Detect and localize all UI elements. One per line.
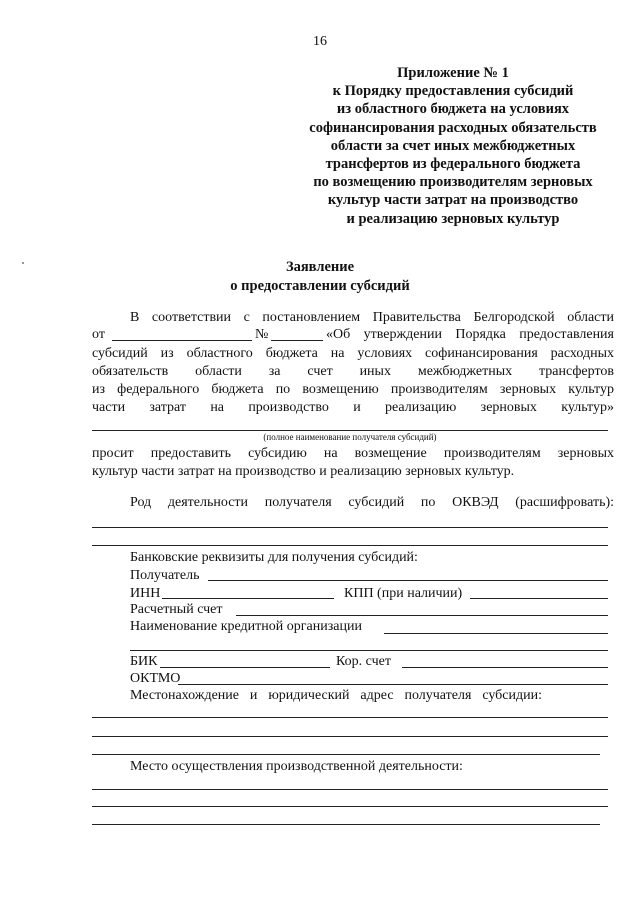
address-label: Местонахождение и юридический адрес получателя субсидии: xyxy=(130,688,542,703)
intro-line-4: обязательств области за счет иных межбюджетных трансфертов xyxy=(92,364,614,379)
bank-extra-field[interactable] xyxy=(130,650,608,651)
corr-account-field[interactable] xyxy=(402,667,608,668)
appendix-line: области за счет иных межбюджетных xyxy=(330,137,576,154)
okved-field-2[interactable] xyxy=(92,545,608,546)
production-place-field-1[interactable] xyxy=(92,789,608,790)
intro-line-6: части затрат на производство и реализацию зерновых культур» xyxy=(92,400,614,415)
recipient-caption: (полное наименование получателя субсидий) xyxy=(263,432,437,442)
appendix-header xyxy=(290,64,616,228)
appendix-line: и реализацию зерновых культур xyxy=(346,210,560,227)
appendix-line: трансфертов из федерального бюджета xyxy=(325,156,581,173)
intro-line-1: В соответствии с постановлением Правительства Белгородской области xyxy=(130,310,614,325)
kpp-field[interactable] xyxy=(470,598,608,599)
appendix-line: из областного бюджета на условиях xyxy=(336,101,570,118)
appendix-line: к Порядку предоставления субсидий xyxy=(332,83,574,100)
oktmo-field[interactable] xyxy=(178,684,608,685)
appendix-line: по возмещению производителям зерновых xyxy=(313,174,593,191)
account-label: Расчетный счет xyxy=(130,602,223,617)
bank-recipient-label: Получатель xyxy=(130,568,200,583)
bank-heading: Банковские реквизиты для получения субсидий: xyxy=(130,550,418,565)
account-field[interactable] xyxy=(236,615,608,616)
title-line-1: Заявление xyxy=(285,259,355,275)
page-number: 16 xyxy=(313,34,327,49)
production-place-field-3[interactable] xyxy=(92,824,600,825)
document-title xyxy=(0,258,640,296)
bank-name-label: Наименование кредитной организации xyxy=(130,619,362,634)
intro-line-5: из федерального бюджета по возмещению производителям зерновых культур xyxy=(92,382,614,397)
bank-recipient-field[interactable] xyxy=(208,580,608,581)
title-line-2: о предоставлении субсидий xyxy=(230,278,410,294)
corr-account-label: Кор. счет xyxy=(336,654,391,669)
decree-number-sign: № xyxy=(255,327,269,342)
decree-date-field[interactable] xyxy=(112,340,252,341)
address-field-2[interactable] xyxy=(92,736,608,737)
kpp-label: КПП (при наличии) xyxy=(344,586,463,601)
bik-label: БИК xyxy=(130,654,158,669)
appendix-line: софинансирования расходных обязательств xyxy=(309,119,597,136)
intro-line-2: «Об утверждении Порядка предоставления xyxy=(326,327,614,342)
inn-field[interactable] xyxy=(162,598,334,599)
intro-line-3: субсидий из областного бюджета на условиях софинансирования расходных xyxy=(92,346,614,361)
bik-field[interactable] xyxy=(160,667,330,668)
appendix-line: культур части затрат на производство xyxy=(327,192,579,209)
address-field-3[interactable] xyxy=(92,754,600,755)
okved-label: Род деятельности получателя субсидий по ОКВЭД (расшифровать): xyxy=(130,495,614,510)
address-field-1[interactable] xyxy=(92,717,608,718)
production-place-field-2[interactable] xyxy=(92,806,608,807)
inn-label: ИНН xyxy=(130,586,161,601)
request-line-1: просит предоставить субсидию на возмещение производителям зерновых xyxy=(92,446,614,461)
oktmo-label: ОКТМО xyxy=(130,671,181,686)
request-line-2: культур части затрат на производство и реализацию зерновых культур. xyxy=(92,464,515,479)
okved-field-1[interactable] xyxy=(92,527,608,528)
production-place-label: Место осуществления производственной деятельности: xyxy=(130,759,463,774)
decree-number-field[interactable] xyxy=(271,340,323,341)
decree-from-label: от xyxy=(92,327,105,342)
appendix-line: Приложение № 1 xyxy=(397,65,509,81)
bank-name-field[interactable] xyxy=(384,633,608,634)
